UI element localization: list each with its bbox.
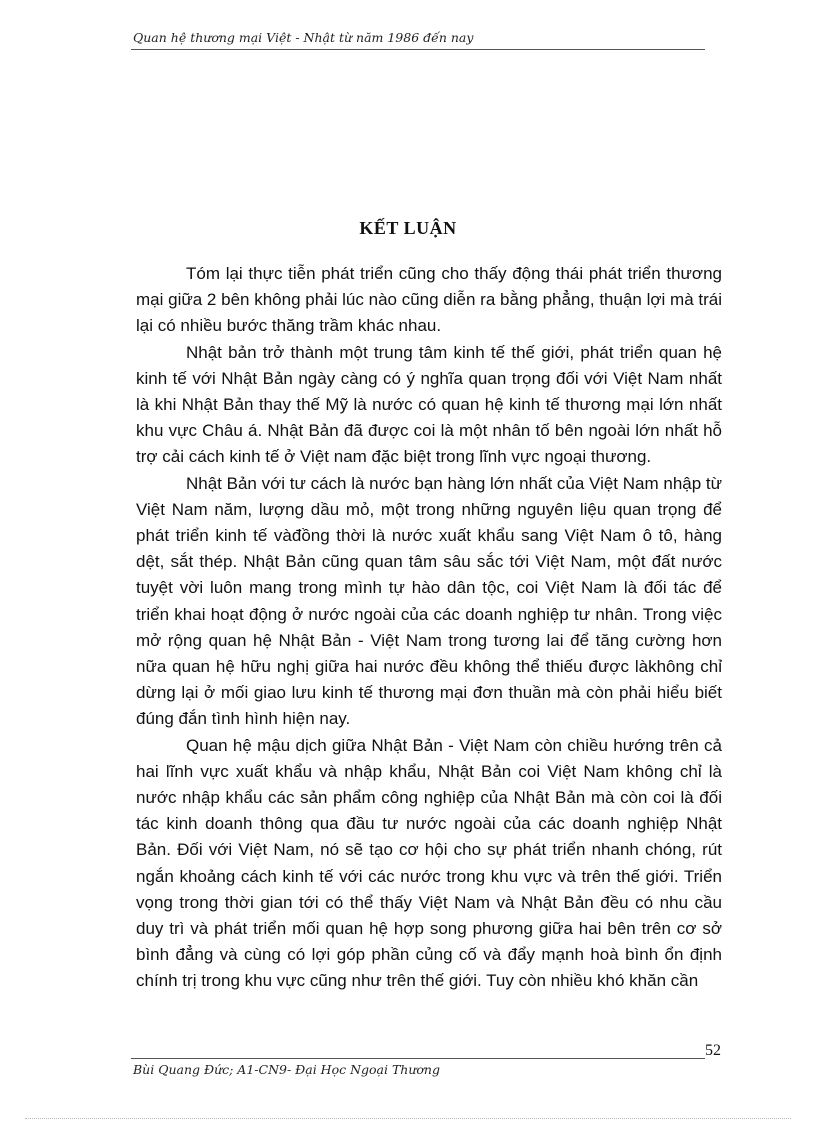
running-footer: Bùi Quang Đức; A1-CN9- Đại Học Ngoại Thương [133,1062,440,1077]
paragraph: Quan hệ mậu dịch giữa Nhật Bản - Việt Nam còn chiều hướng trên cả hai lĩnh vực xuất khẩu và nhập khẩu, Nhật Bản coi Việt Nam không chỉ là nước nhập khẩu các sản phẩm công nghiệp của Nhật Bản mà còn coi là đối tác kinh doanh thông qua đầu tư nước ngoài của các doanh nghiệp Nhật Bản. Đối với Việt Nam, nó sẽ tạo cơ hội cho sự phát triển nhanh chóng, rút ngắn khoảng cách kinh tế với các nước trong khu vực và trên thế giới. Triển vọng trong thời gian tới có thể thấy Việt Nam và Nhật Bản đều có nhu cầu duy trì và phát triển mối quan hệ hợp song phương giữa hai bên trên cơ sở bình đẳng và cùng có lợi góp phần củng cố và đẩy mạnh hoà bình ổn định chính trị trong khu vực cũng như trên thế giới. Tuy còn nhiều khó khăn cần [136,735,722,991]
running-header: Quan hệ thương mại Việt - Nhật từ năm 1986 đến nay [133,30,474,45]
body-text [136,261,722,995]
paragraph: Nhật Bản với tư cách là nước bạn hàng lớn nhất của Việt Nam nhập từ Việt Nam năm, lượng dầu mỏ, một trong những nguyên liệu quan trọng để phát triển kinh tế vàđồng thời là nước xuất khẩu sang Việt Nam ô tô, hàng dệt, sắt thép. Nhật Bản cũng quan tâm sâu sắc tới Việt Nam, một đất nước tuyệt vời luôn mang trong mình tự hào dân tộc, coi Việt Nam là đối tác để triển khai hoạt động ở nước ngoài của các doanh nghiệp tư nhân. Trong việc mở rộng quan hệ Nhật Bản - Việt Nam trong tương lai để tăng cường hơn nữa quan hệ hữu nghị giữa hai nước đều không thể thiếu được làkhông chỉ dừng lại ở mối giao lưu kinh tế thương mại đơn thuần mà còn phải hiểu biết đúng đắn tình hình hiện nay. [136,473,723,729]
footer-divider [131,1058,705,1059]
header-divider [131,49,705,50]
paragraph: Nhật bản trở thành một trung tâm kinh tế thế giới, phát triển quan hệ kinh tế với Nhật Bản ngày càng có ý nghĩa quan trọng đối với Việt Nam nhất là khi Nhật Bản thay thế Mỹ là nước có quan hệ kinh tế thương mại lớn nhất khu vực Châu á. Nhật Bản đã được coi là một nhân tố bên ngoài lớn nhất hỗ trợ cải cách kinh tế ở Việt nam đặc biệt trong lĩnh vực ngoại thương. [136,342,722,467]
page-edge-divider [25,1118,791,1119]
paragraph: Tóm lại thực tiễn phát triển cũng cho thấy động thái phát triển thương mại giữa 2 bên không phải lúc nào cũng diễn ra bằng phẳng, thuận lợi mà trái lại có nhiều bước thăng trầm khác nhau. [136,264,722,336]
section-title: KẾT LUẬN [359,218,457,238]
page-number: 52 [705,1042,721,1059]
